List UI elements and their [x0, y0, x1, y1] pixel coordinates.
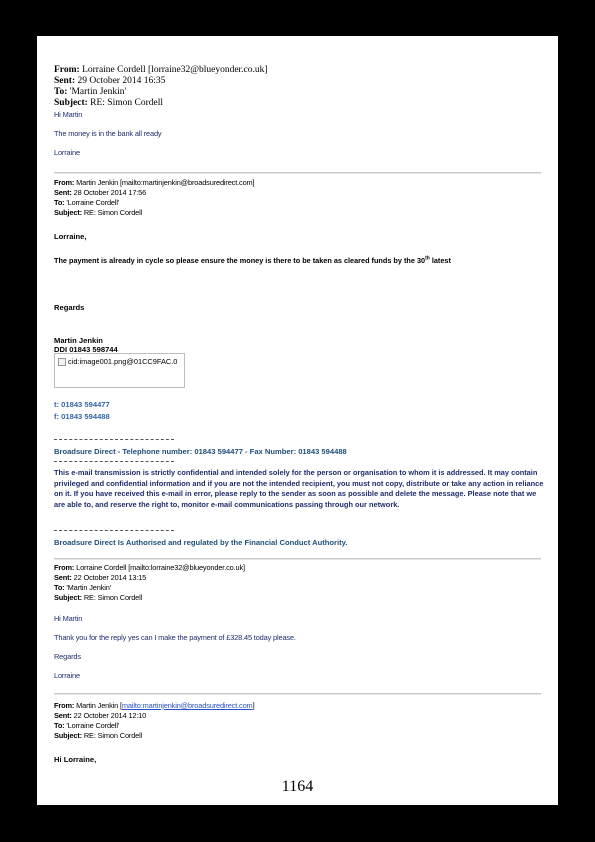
- email3-greeting: Hi Martin: [54, 614, 83, 623]
- email2-regards: Regards: [54, 303, 85, 312]
- divider-dashes: [54, 461, 174, 462]
- email-separator: [54, 693, 541, 695]
- email4-mailto-link[interactable]: mailto:martinjenkin@broadsuredirect.com: [121, 701, 253, 710]
- email1-from: From: Lorraine Cordell [lorraine32@blueyonder.co.uk]: [54, 65, 268, 75]
- email2-from: From: Martin Jenkin [mailto:martinjenkin@broadsuredirect.com]: [54, 178, 255, 187]
- email1-sent: Sent: 29 October 2014 16:35: [54, 76, 166, 86]
- divider-dashes: [54, 530, 174, 531]
- email3-subject: Subject: RE: Simon Cordell: [54, 593, 143, 602]
- email-separator: [54, 558, 541, 560]
- email2-greeting: Lorraine,: [54, 232, 87, 241]
- email3-regards: Regards: [54, 652, 81, 661]
- email3-from: From: Lorraine Cordell [mailto:lorraine32@blueyonder.co.uk]: [54, 563, 245, 572]
- email1-subject: Subject: RE: Simon Cordell: [54, 98, 163, 108]
- email2-subject: Subject: RE: Simon Cordell: [54, 208, 143, 217]
- email3-body: Thank you for the reply yes can I make the payment of £328.45 today please.: [54, 633, 296, 642]
- email2-body: The payment is already in cycle so please ensure the money is there to be taken as cleared funds by the 30th latest: [54, 255, 451, 265]
- signature-image-placeholder: [54, 353, 185, 388]
- email3-sent: Sent: 22 October 2014 13:15: [54, 573, 147, 582]
- email4-to: To: 'Lorraine Cordell': [54, 721, 120, 730]
- company-contact-line: Broadsure Direct - Telephone number: 01843 594477 - Fax Number: 01843 594488: [54, 447, 347, 456]
- image-alt-text: cid:image001.png@01CC9FAC.0: [68, 357, 178, 366]
- authorised-statement: Broadsure Direct Is Authorised and regulated by the Financial Conduct Authority.: [54, 538, 348, 547]
- email4-from: From: Martin Jenkin [mailto:martinjenkin@broadsuredirect.com]: [54, 701, 255, 710]
- disclaimer-text: This e-mail transmission is strictly confidential and intended solely for the person or organisation to whom it is addressed. It may contain privileged and confidential information and if you are not the intended recipient, you must not copy, distribute or take any action in reliance on it. If you have received this e-mail in error, please reply to the sender as soon as possible and delete the message. Please note that we are able to, and reserve the right to, monitor e-mail communications passing through our network.: [54, 468, 544, 509]
- signature-telephone: t: 01843 594477: [54, 400, 110, 409]
- broken-image-icon: [58, 358, 66, 366]
- email1-body: The money is in the bank all ready: [54, 129, 162, 138]
- email4-subject: Subject: RE: Simon Cordell: [54, 731, 143, 740]
- email1-signoff: Lorraine: [54, 148, 80, 157]
- divider-dashes: [54, 439, 174, 440]
- email3-signoff: Lorraine: [54, 671, 80, 680]
- signature-fax: f: 01843 594488: [54, 412, 110, 421]
- email1-to: To: 'Martin Jenkin': [54, 87, 127, 97]
- email-separator: [54, 172, 541, 174]
- document-page: [37, 36, 558, 805]
- signature-ddi: DDI 01843 598744: [54, 345, 118, 354]
- page-number: 1164: [281, 778, 314, 795]
- email3-to: To: 'Martin Jenkin': [54, 583, 111, 592]
- email2-sent: Sent: 28 October 2014 17:56: [54, 188, 147, 197]
- email1-greeting: Hi Martin: [54, 110, 83, 119]
- signature-name: Martin Jenkin: [54, 336, 103, 345]
- email2-to: To: 'Lorraine Cordell': [54, 198, 120, 207]
- email4-greeting: Hi Lorraine,: [54, 755, 97, 764]
- email4-sent: Sent: 22 October 2014 12:10: [54, 711, 147, 720]
